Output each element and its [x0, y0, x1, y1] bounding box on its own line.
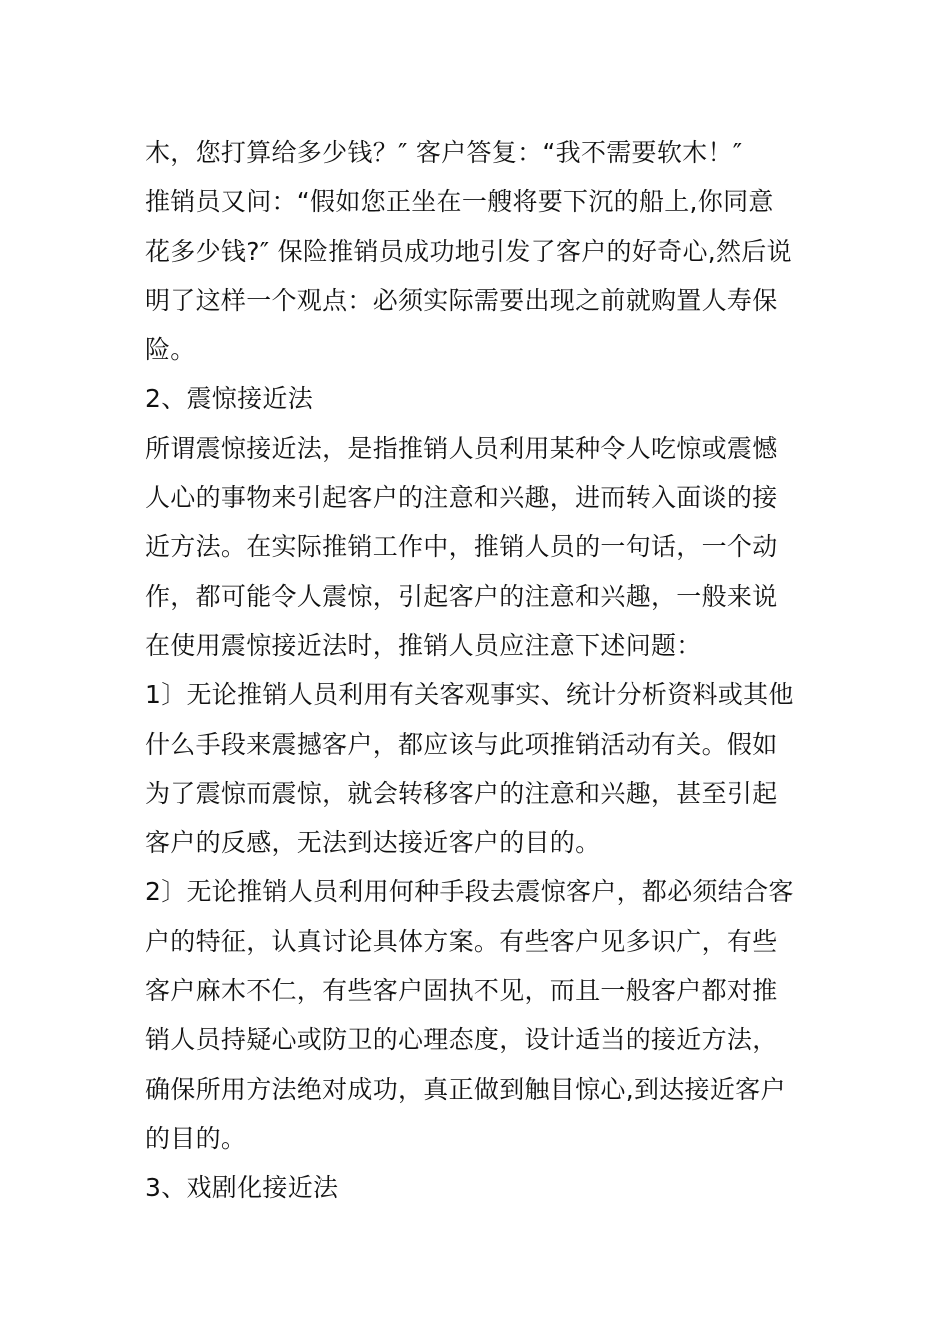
- text-line: 户的特征，认真讨论具体方案。有些客户见多识广，有些: [145, 926, 778, 956]
- list-item-text: 2〕无论推销人员利用何种手段去震惊客户，都必须结合客: [145, 877, 794, 907]
- section-heading: 3、戏剧化接近法: [145, 1173, 339, 1203]
- text-line: 作，都可能令人震惊，引起客户的注意和兴趣，一般来说: [145, 581, 778, 611]
- text-line: 确保所用方法绝对成功，真正做到触目惊心,到达接近客户: [145, 1074, 786, 1104]
- text-line: 明了这样一个观点：必须实际需要出现之前就购置人寿保: [145, 285, 778, 315]
- section-heading: 2、震惊接近法: [145, 384, 314, 414]
- text-line: 在使用震惊接近法时，推销人员应注意下述问题：: [145, 630, 702, 660]
- text-line: 什么手段来震撼客户，都应该与此项推销活动有关。假如: [145, 729, 778, 759]
- text-line: 花多少钱?″ 保险推销员成功地引发了客户的好奇心,然后说: [145, 236, 792, 266]
- list-item-text: 1〕无论推销人员利用有关客观事实、统计分析资料或其他: [145, 680, 794, 710]
- text-line: 销人员持疑心或防卫的心理态度，设计适当的接近方法，: [145, 1025, 778, 1055]
- text-line: 近方法。在实际推销工作中，推销人员的一句话，一个动: [145, 532, 778, 562]
- text-line: 客户麻木不仁，有些客户固执不见，而且一般客户都对推: [145, 976, 778, 1006]
- text-line: 为了震惊而震惊，就会转移客户的注意和兴趣，甚至引起: [145, 778, 778, 808]
- text-line: 木，您打算给多少钱？″ 客户答复：“我不需要软木！″: [145, 138, 743, 167]
- text-line: 推销员又问：“假如您正坐在一艘将要下沉的船上,你同意: [145, 187, 774, 217]
- text-line: 的目的。: [145, 1123, 247, 1153]
- text-line: 所谓震惊接近法，是指推销人员利用某种令人吃惊或震憾: [145, 433, 778, 463]
- text-line: 客户的反感，无法到达接近客户的目的。: [145, 828, 601, 858]
- text-line: 人心的事物来引起客户的注意和兴趣，进而转入面谈的接: [145, 483, 778, 513]
- document-body: [145, 128, 810, 1213]
- text-line: 险。: [145, 335, 196, 365]
